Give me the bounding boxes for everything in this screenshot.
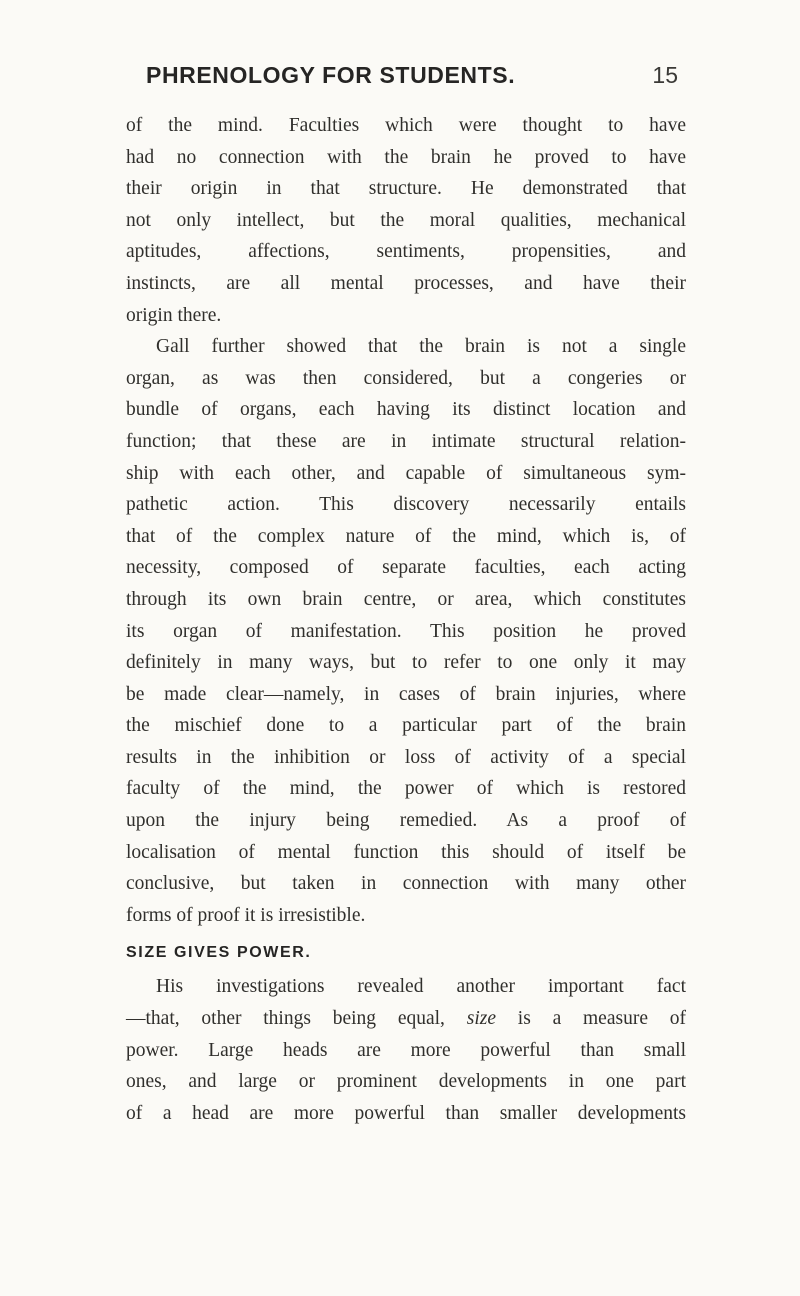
text-line: ship with each other, and capable of simultaneous sym-: [126, 462, 686, 484]
text-line: forms of proof it is irresistible.: [126, 904, 366, 926]
section-heading: SIZE GIVES POWER.: [126, 944, 312, 962]
text-line: of a head are more powerful than smaller developments: [126, 1102, 686, 1124]
text-line: its organ of manifestation. This position he proved: [126, 620, 686, 642]
section: [126, 931, 686, 1129]
text-line: bundle of organs, each having its distinct location and: [126, 399, 686, 421]
text-line: necessity, composed of separate faculties, each acting: [126, 557, 686, 579]
text-line: function; that these are in intimate structural relation-: [126, 430, 686, 452]
text-fragment: —that, other things being equal,: [126, 1008, 445, 1030]
text-line: origin there.: [126, 304, 222, 326]
text-line: upon the injury being remedied. As a proof of: [126, 810, 686, 832]
body-text: [126, 110, 686, 1129]
text-line: organ, as was then considered, but a congeries or: [126, 367, 686, 389]
text-line: localisation of mental function this should of itself be: [126, 841, 686, 863]
text-line: had no connection with the brain he proved to have: [126, 146, 686, 168]
text-line: be made clear—namely, in cases of brain injuries, where: [126, 683, 686, 705]
text-line: their origin in that structure. He demonstrated that: [126, 178, 686, 200]
text-line: instincts, are all mental processes, and have their: [126, 272, 686, 294]
running-head: [146, 62, 678, 98]
text-line: conclusive, but taken in connection with many other: [126, 873, 686, 895]
text-line: definitely in many ways, but to refer to one only it may: [126, 652, 686, 674]
text-line: results in the inhibition or loss of activity of a special: [126, 746, 686, 768]
page-number: 15: [652, 62, 678, 88]
text-line: aptitudes, affections, sentiments, propensities, and: [126, 241, 686, 263]
text-line: faculty of the mind, the power of which is restored: [126, 778, 686, 800]
text-line: that of the complex nature of the mind, which is, of: [126, 525, 686, 547]
text-line: not only intellect, but the moral qualities, mechanical: [126, 209, 686, 231]
paragraph: [126, 110, 686, 331]
text-line: of the mind. Faculties which were thought to have: [126, 115, 686, 136]
emphasis-text: size: [466, 1008, 496, 1030]
text-line: Gall further showed that the brain is not a single: [156, 336, 686, 358]
paragraph: [126, 331, 686, 931]
running-title: PHRENOLOGY FOR STUDENTS.: [146, 62, 516, 88]
text-line: His investigations revealed another important fact: [156, 976, 686, 998]
text-line: through its own brain centre, or area, which constitutes: [126, 588, 686, 610]
text-line: ones, and large or prominent developments in one part: [126, 1071, 686, 1093]
text-line: the mischief done to a particular part of the brain: [126, 715, 686, 737]
text-line: pathetic action. This discovery necessarily entails: [126, 494, 686, 516]
text-line: [126, 1003, 686, 1035]
text-fragment: is a measure of: [517, 1008, 687, 1030]
text-line: power. Large heads are more powerful than small: [126, 1039, 686, 1061]
